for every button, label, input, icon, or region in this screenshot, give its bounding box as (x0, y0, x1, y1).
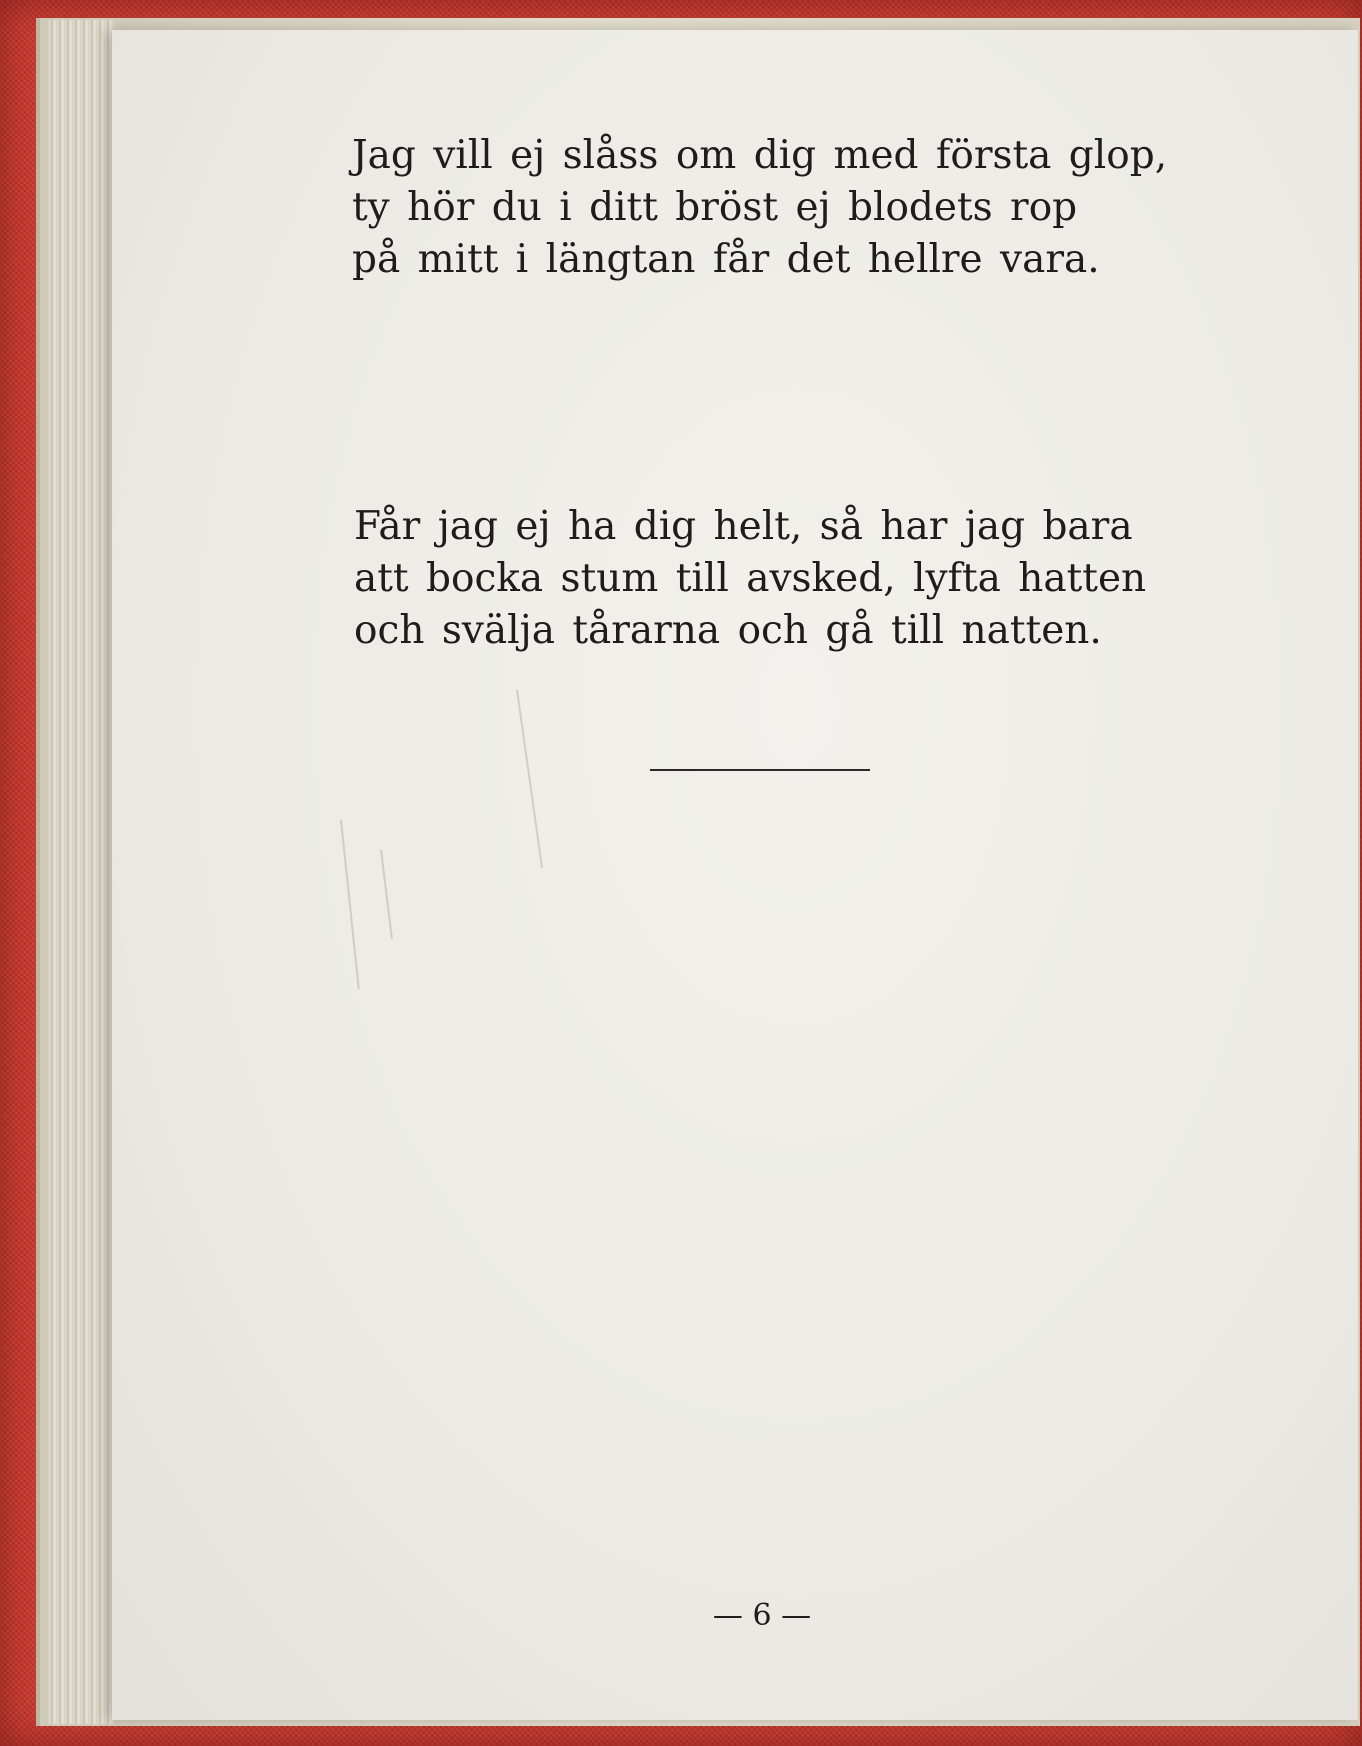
poem-stanza (352, 130, 1342, 286)
poem-stanza (354, 501, 1344, 657)
poem-line: och svälja tårarna och gå till natten. (354, 608, 1102, 653)
section-divider (650, 769, 870, 771)
paper-scratch (340, 820, 360, 989)
paper-scratch (516, 690, 543, 869)
poem-line: ty hör du i ditt bröst ej blodets rop (352, 185, 1078, 230)
paper-scratch (380, 850, 393, 940)
poem-line: Får jag ej ha dig helt, så har jag bara (354, 504, 1133, 549)
book-page (112, 30, 1358, 1720)
poem-line: Jag vill ej slåss om dig med första glop, (352, 133, 1168, 178)
page-edges (48, 20, 114, 1724)
page-number: — 6 — (712, 1598, 812, 1633)
poem-line: på mitt i längtan får det hellre vara. (352, 237, 1100, 282)
poem-line: att bocka stum till avsked, lyfta hatten (354, 556, 1147, 601)
